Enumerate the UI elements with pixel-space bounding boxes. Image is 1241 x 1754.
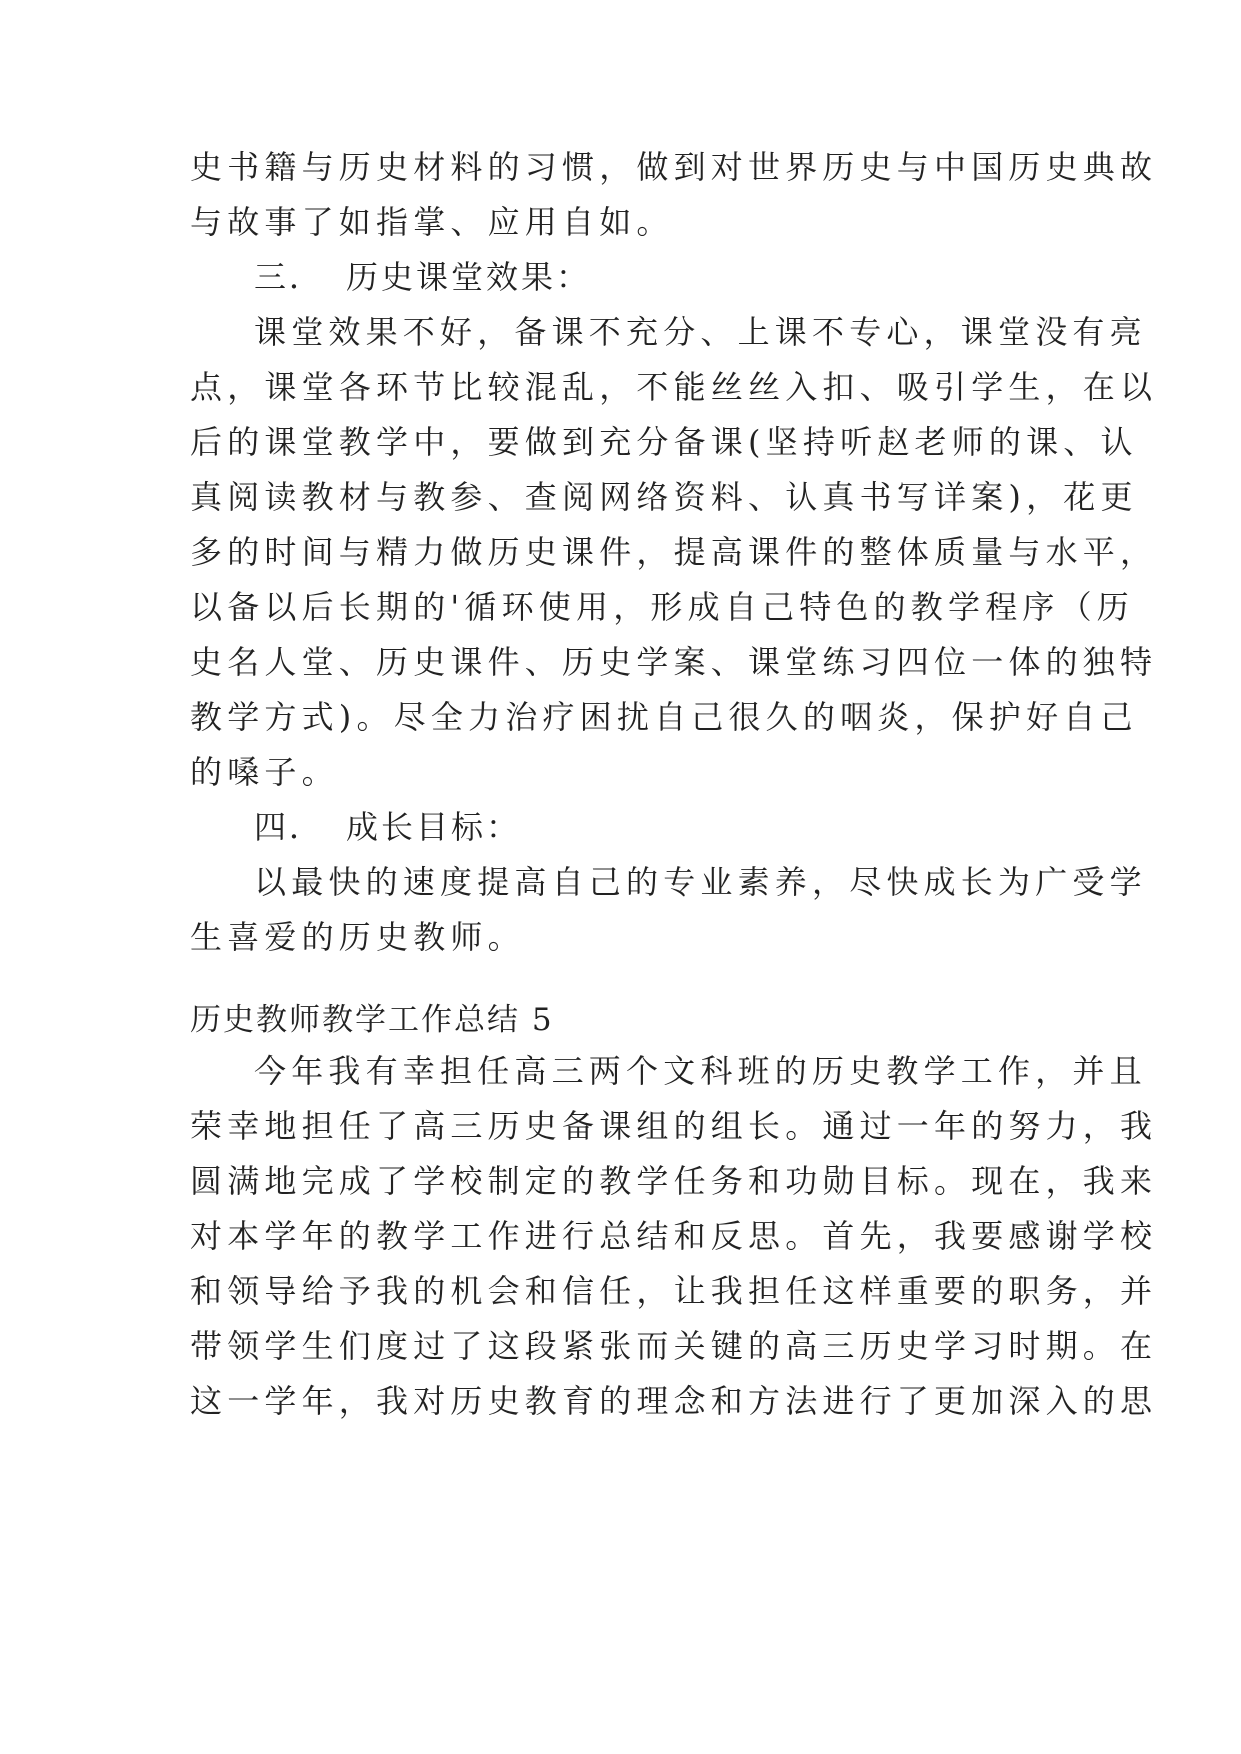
paragraph-line: 带领学生们度过了这段紧张而关键的高三历史学习时期。在: [190, 1327, 1158, 1365]
paragraph-line: 以备以后长期的'循环使用，形成自己特色的教学程序（历: [190, 588, 1134, 626]
paragraph-line: 今年我有幸担任高三两个文科班的历史教学工作，并且: [254, 1052, 1147, 1090]
paragraph-line: 这一学年，我对历史教育的理念和方法进行了更加深入的思: [190, 1382, 1158, 1420]
paragraph-line: 后的课堂教学中，要做到充分备课(坚持听赵老师的课、认: [190, 423, 1138, 461]
paragraph-line: 真阅读教材与教参、查阅网络资料、认真书写详案)，花更: [190, 478, 1138, 516]
paragraph-line: 以最快的速度提高自己的专业素养，尽快成长为广受学: [254, 863, 1147, 901]
heading-text: 历史课堂效果：: [346, 258, 592, 296]
paragraph-line: 点，课堂各环节比较混乱，不能丝丝入扣、吸引学生，在以: [190, 368, 1158, 406]
paragraph-line: 的嗓子。: [190, 753, 339, 791]
paragraph-line: 生喜爱的历史教师。: [190, 918, 525, 956]
paragraph-line: 课堂效果不好，备课不充分、上课不专心，课堂没有亮: [254, 313, 1147, 351]
paragraph-line: 与故事了如指掌、应用自如。: [190, 203, 674, 241]
article-title: 历史教师教学工作总结 5: [190, 1002, 554, 1038]
paragraph-line: 对本学年的教学工作进行总结和反思。首先，我要感谢学校: [190, 1217, 1158, 1255]
heading-text: 成长目标：: [346, 808, 522, 846]
paragraph-line: 多的时间与精力做历史课件，提高课件的整体质量与水平，: [190, 533, 1158, 571]
paragraph-line: 教学方式)。尽全力治疗困扰自己很久的咽炎，保护好自己: [190, 698, 1138, 736]
heading-number: 三．: [254, 258, 325, 296]
paragraph-line: 史书籍与历史材料的习惯，做到对世界历史与中国历史典故: [190, 148, 1158, 186]
body-text-lower: [190, 1044, 1158, 1429]
paragraph-line: 荣幸地担任了高三历史备课组的组长。通过一年的努力，我: [190, 1107, 1158, 1145]
section-heading-3: [190, 250, 1060, 305]
heading-number: 四．: [254, 808, 325, 846]
paragraph-line: 和领导给予我的机会和信任，让我担任这样重要的职务，并: [190, 1272, 1158, 1310]
body-text-upper: [190, 140, 1158, 965]
paragraph-line: 史名人堂、历史课件、历史学案、课堂练习四位一体的独特: [190, 643, 1158, 681]
section-heading-4: [190, 800, 1060, 855]
paragraph-line: 圆满地完成了学校制定的教学任务和功勋目标。现在，我来: [190, 1162, 1158, 1200]
